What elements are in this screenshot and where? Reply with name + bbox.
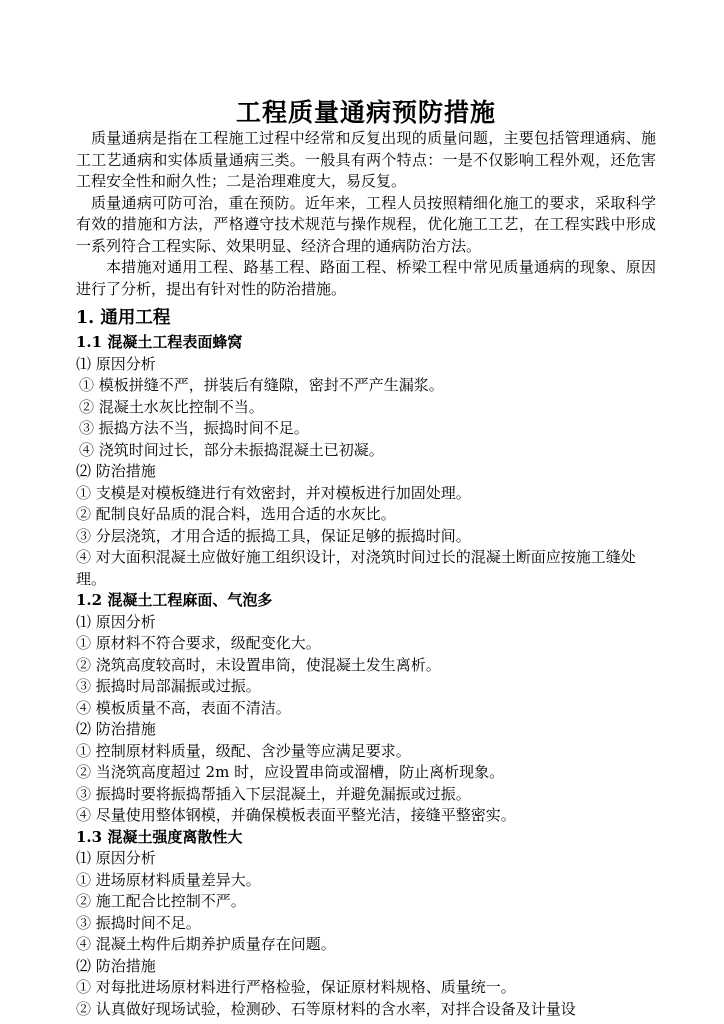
subsection-heading-1-1: 1.1 混凝土工程表面蜂窝 — [76, 333, 243, 351]
intro-paragraph-2: 质量通病可防可治，重在预防。近年来，工程人员按照精细化施工的要求，采取科学有效的措施和方法，严格遵守技术规范与操作规程，优化施工工艺，在工程实践中形成一系列符合工程实际、效果明显、经济合理的通病防治方法。 — [76, 193, 656, 255]
list-item: ② 认真做好现场试验，检测砂、石等原材料的含水率，对拌合设备及计量设 — [76, 999, 576, 1018]
section-heading-general: 1. 通用工程 — [76, 308, 171, 328]
list-item: ④ 模板质量不高，表面不清洁。 — [76, 698, 291, 717]
list-item: ① 模板拼缝不严，拼装后有缝隙，密封不严产生漏浆。 — [79, 376, 444, 394]
list-item: ① 支模是对模板缝进行有效密封，并对模板进行加固处理。 — [76, 483, 471, 502]
measure-label: ⑵ 防治措施 — [76, 462, 156, 480]
list-item: ① 对每批进场原材料进行严格检验，保证原材料规格、质量统一。 — [76, 978, 516, 996]
list-item: ④ 浇筑时间过长，部分未振捣混凝土已初凝。 — [79, 440, 384, 459]
subsection-heading-1-3: 1.3 混凝土强度离散性大 — [76, 827, 243, 846]
intro-paragraph-1: 质量通病是指在工程施工过程中经常和反复出现的质量问题，主要包括管理通病、施工工艺通病和实体质量通病三类。一般具有两个特点：一是不仅影响工程外观，还危害工程安全性和耐久性；二是治理难度大，易反复。 — [76, 129, 656, 190]
list-item: ② 施工配合比控制不严。 — [76, 892, 246, 910]
list-item: ② 当浇筑高度超过 2m 时，应设置串筒或溜槽，防止离析现象。 — [76, 763, 505, 781]
cause-label: ⑴ 原因分析 — [76, 849, 156, 867]
intro-paragraph-3: 本措施对通用工程、路基工程、路面工程、桥梁工程中常见质量通病的现象、原因进行了分析，提出有针对性的防治措施。 — [76, 258, 656, 298]
cause-label: ⑴ 原因分析 — [76, 612, 156, 631]
list-item: ② 浇筑高度较高时，未设置串筒，使混凝土发生离析。 — [76, 655, 441, 674]
list-item: ② 配制良好品质的混合料，选用合适的水灰比。 — [76, 505, 396, 523]
document-title: 工程质量通病预防措施 — [235, 98, 496, 127]
list-item: ④ 混凝土构件后期养护质量存在问题。 — [76, 935, 336, 953]
list-item: ③ 振捣时要将振捣帮插入下层混凝土，并避免漏振或过振。 — [76, 784, 471, 803]
list-item: ③ 分层浇筑，才用合适的振捣工具，保证足够的振捣时间。 — [76, 526, 471, 545]
list-item: ② 混凝土水灰比控制不当。 — [79, 397, 264, 416]
document-page — [76, 98, 656, 1020]
list-item: ④ 尽量使用整体钢模，并确保模板表面平整光洁，接缝平整密实。 — [76, 806, 516, 824]
list-item: ① 原材料不符合要求，级配变化大。 — [76, 634, 321, 652]
measure-label: ⑵ 防治措施 — [76, 720, 156, 738]
list-item: ① 控制原材料质量，级配、含沙量等应满足要求。 — [76, 741, 411, 760]
list-item: ④ 对大面积混凝土应做好施工组织设计，对浇筑时间过长的混凝土断面应按施工缝处理。 — [76, 548, 636, 588]
list-item: ① 进场原材料质量差异大。 — [76, 870, 261, 889]
list-item: ③ 振捣方法不当，振捣时间不足。 — [79, 419, 309, 437]
cause-label: ⑴ 原因分析 — [76, 354, 156, 373]
list-item: ③ 振捣时间不足。 — [76, 913, 201, 932]
subsection-heading-1-2: 1.2 混凝土工程麻面、气泡多 — [76, 591, 273, 609]
list-item: ③ 振捣时局部漏振或过振。 — [76, 677, 261, 695]
measure-label: ⑵ 防治措施 — [76, 956, 156, 975]
